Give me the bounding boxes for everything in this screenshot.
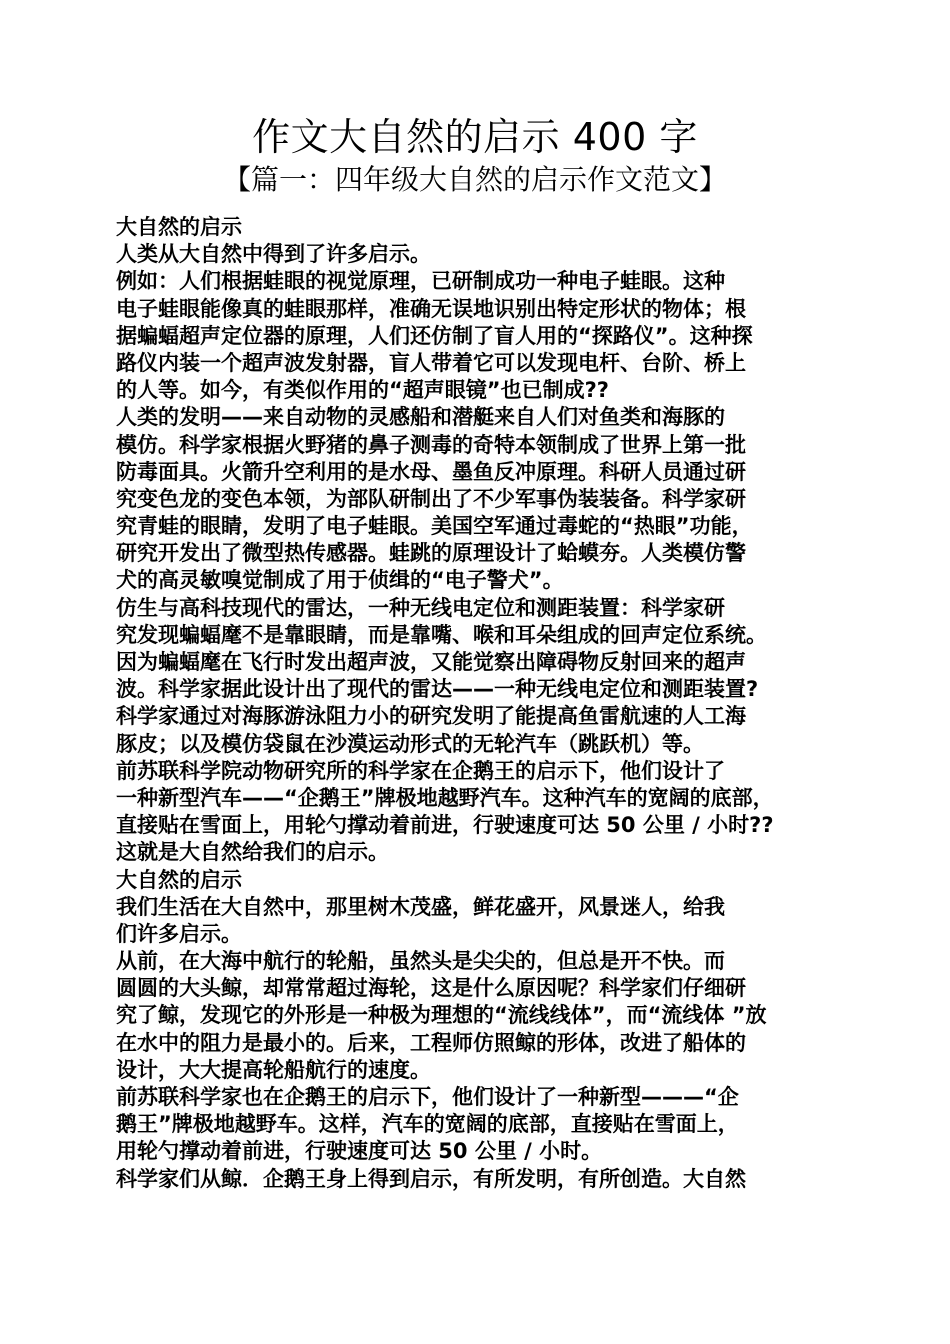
text-line: 豚皮；以及模仿袋鼠在沙漠运动形式的无轮汽车（跳跃机）等。 <box>116 731 704 756</box>
text-line: 的人等。如今，有类似作用的“超声眼镜”也已制成?? <box>116 378 609 403</box>
text-line: 前苏联科学院动物研究所的科学家在企鹅王的启示下，他们设计了 <box>116 758 725 783</box>
text-line: 们许多启示。 <box>116 921 242 946</box>
text-line: 例如：人们根据蛙眼的视觉原理，已研制成功一种电子蛙眼。这种 <box>116 269 725 294</box>
text-line: 人类的发明——来自动物的灵感船和潜艇来自人们对鱼类和海豚的 <box>116 405 725 430</box>
text-line: 我们生活在大自然中，那里树木茂盛，鲜花盛开，风景迷人，给我 <box>116 894 725 919</box>
text-line: 在水中的阻力是最小的。后来，工程师仿照鲸的形体，改进了船体的 <box>116 1030 746 1055</box>
text-line: 大自然的启示 <box>116 215 242 239</box>
text-line: 直接贴在雪面上，用轮勺撑动着前进，行驶速度可达 50 公里 / 小时?? <box>116 813 774 838</box>
text-line: 犬的高灵敏嗅觉制成了用于侦缉的“电子警犬”。 <box>116 568 564 593</box>
text-line: 用轮勺撑动着前进，行驶速度可达 50 公里 / 小时。 <box>116 1139 603 1164</box>
text-line: 路仪内装一个超声波发射器，盲人带着它可以发现电杆、台阶、桥上 <box>116 350 746 375</box>
text-line: 圆圆的大头鲸，却常常超过海轮，这是什么原因呢？科学家们仔细研 <box>116 976 746 1001</box>
document-subtitle: 【篇一：四年级大自然的启示作文范文】 <box>222 163 727 196</box>
document-body <box>116 214 838 1193</box>
text-line: 研究开发出了微型热传感器。蛙跳的原理设计了蛤蟆夯。人类模仿警 <box>116 541 746 566</box>
text-line: 防毒面具。火箭升空利用的是水母、墨鱼反冲原理。科研人员通过研 <box>116 459 746 484</box>
text-line: 究变色龙的变色本领，为部队研制出了不少军事伪装装备。科学家研 <box>116 486 746 511</box>
text-line: 模仿。科学家根据火野猪的鼻子测毒的奇特本领制成了世界上第一批 <box>116 432 746 457</box>
text-line: 科学家通过对海豚游泳阻力小的研究发明了能提高鱼雷航速的人工海 <box>116 704 746 729</box>
text-line: 因为蝙蝠麾在飞行时发出超声波，又能觉察出障碍物反射回来的超声 <box>116 650 746 674</box>
text-line: 电子蛙眼能像真的蛙眼那样，准确无误地识别出特定形状的物体；根 <box>116 296 746 321</box>
text-line: 波。科学家据此设计出了现代的雷达——一种无线电定位和测距装置? <box>116 677 759 702</box>
text-line: 这就是大自然给我们的启示。 <box>116 840 389 865</box>
text-line: 仿生与高科技现代的雷达，一种无线电定位和测距装置：科学家研 <box>116 595 725 620</box>
text-line: 从前，在大海中航行的轮船，虽然头是尖尖的，但总是开不快。而 <box>116 949 725 974</box>
text-line: 人类从大自然中得到了许多启示。 <box>116 242 431 267</box>
text-line: 一种新型汽车——“企鹅王”牌极地越野汽车。这种汽车的宽阔的底部， <box>116 785 774 810</box>
text-line: 据蝙蝠超声定位器的原理，人们还仿制了盲人用的“探路仪”。这种探 <box>116 323 753 348</box>
text-line: 究了鲸，发现它的外形是一种极为理想的“流线线体”，而“流线体 ”放 <box>116 1003 767 1028</box>
text-line: 鹅王”牌极地越野车。这样，汽车的宽阔的底部，直接贴在雪面上， <box>116 1112 739 1137</box>
text-line: 究发现蝙蝠麾不是靠眼睛，而是靠嘴、喉和耳朵组成的回声定位系统。 <box>116 622 767 647</box>
text-line: 大自然的启示 <box>116 867 242 892</box>
text-line: 究青蛙的眼睛，发明了电子蛙眼。美国空军通过毒蛇的“热眼”功能， <box>116 514 753 539</box>
text-line: 前苏联科学家也在企鹅王的启示下，他们设计了一种新型———“企 <box>116 1085 739 1109</box>
document-title: 作文大自然的启示 400 字 <box>252 115 698 159</box>
text-line: 科学家们从鲸．企鹅王身上得到启示，有所发明，有所创造。大自然 <box>116 1166 746 1191</box>
text-line: 设计，大大提高轮船航行的速度。 <box>116 1057 431 1082</box>
